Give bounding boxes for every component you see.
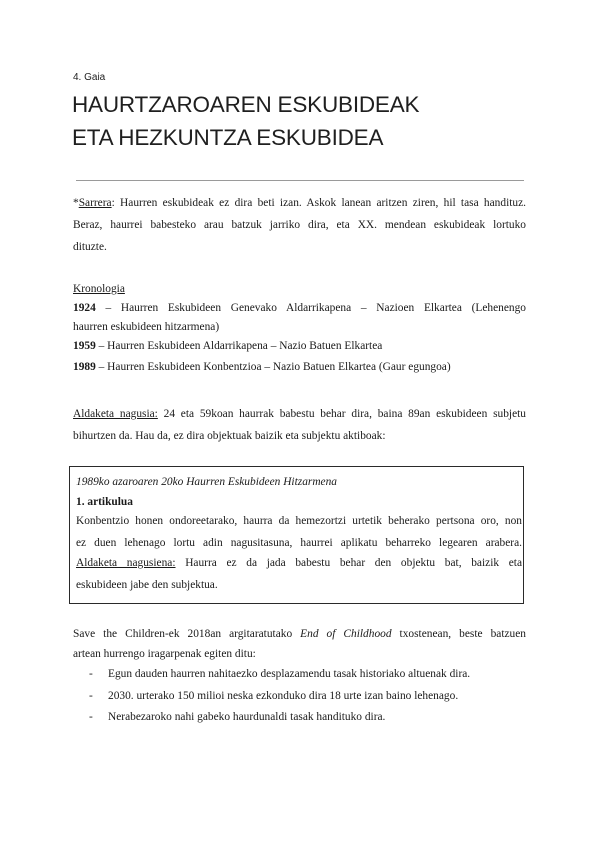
main-change-line-2: bihurtzen da. Hau da, ez dira objektuak baizik eta subjektu aktiboak: bbox=[73, 430, 386, 442]
chronology-text-1924: – Haurren Eskubideen Genevako Aldarrikapena – Nazioen Elkartea (Lehenengo bbox=[95, 302, 526, 314]
intro-paragraph bbox=[73, 196, 526, 262]
chronology-item-1924 bbox=[73, 301, 526, 320]
lesson-number: 4. Gaia bbox=[73, 72, 106, 83]
page-title bbox=[72, 88, 419, 154]
chronology-section bbox=[73, 282, 526, 379]
chronology-item-1959 bbox=[73, 339, 526, 360]
year-1924: 1924 bbox=[73, 302, 96, 314]
main-change-paragraph bbox=[73, 407, 526, 451]
list-item-text: 2030. urterako 150 milioi neska ezkonduko dira 18 urte izan baino lehenago. bbox=[108, 690, 459, 702]
title-line-2: ETA HEZKUNTZA ESKUBIDEA bbox=[72, 125, 384, 150]
title-divider bbox=[76, 180, 524, 181]
main-change-label: Aldaketa nagusia: bbox=[73, 408, 158, 420]
intro-text-1: : Haurren eskubideak ez dira beti izan. Askok lanean aritzen ziren, hil tasa handituz. bbox=[111, 197, 526, 209]
report-line-1 bbox=[73, 627, 526, 647]
chronology-heading: Kronologia bbox=[73, 283, 125, 295]
convention-text-3: Haurra ez da jada babestu behar den objektu bat, baizik eta bbox=[175, 557, 523, 569]
chronology-text-1989: – Haurren Eskubideen Konbentzioa – Nazio Batuen Elkartea (Gaur egungoa) bbox=[95, 361, 451, 373]
convention-box-content bbox=[76, 475, 522, 598]
convention-label: Aldaketa nagusiena: bbox=[76, 557, 176, 569]
main-change-text-1: 24 eta 59koan haurrak babestu behar dira, baina 89an eskubideen subjetu bbox=[157, 408, 526, 420]
article-heading: 1. artikulua bbox=[76, 496, 133, 508]
chronology-item-1989 bbox=[73, 360, 526, 379]
convention-line-2: ez duen lehenago lortu adin nagusitasuna, haurrei aplikatu beharreko legearen arabera. bbox=[76, 537, 522, 549]
intro-prefix: * bbox=[73, 197, 79, 209]
chronology-item-1924-cont: haurren eskubideen hitzarmena) bbox=[73, 321, 220, 333]
year-1959: 1959 bbox=[73, 340, 96, 352]
list-dash: - bbox=[89, 668, 93, 680]
report-line-2: artean hurrengo iragarpenak egiten ditu: bbox=[73, 648, 256, 660]
title-line-1: HAURTZAROAREN ESKUBIDEAK bbox=[72, 92, 420, 117]
main-change-line-1 bbox=[73, 407, 526, 429]
convention-caption: 1989ko azaroaren 20ko Haurren Eskubideen Hitzarmena bbox=[76, 476, 337, 488]
report-paragraph bbox=[73, 627, 526, 667]
intro-line-3: dituzte. bbox=[73, 241, 107, 253]
year-1989: 1989 bbox=[73, 361, 96, 373]
chronology-text-1959: – Haurren Eskubideen Aldarrikapena – Nazio Batuen Elkartea bbox=[95, 340, 383, 352]
intro-label: Sarrera bbox=[78, 197, 112, 209]
report-text-1b: txostenean, beste batzuen bbox=[391, 628, 526, 640]
list-item-text: Nerabezaroko nahi gabeko haurdunaldi tasak handituko dira. bbox=[108, 711, 386, 723]
list-dash: - bbox=[89, 711, 93, 723]
list-dash: - bbox=[89, 690, 93, 702]
report-title: End of Childhood bbox=[300, 628, 392, 640]
intro-line-2: Beraz, haurrei babesteko arau batzuk jarriko dira, eta XX. mendean eskubideak lortuko bbox=[73, 219, 526, 231]
convention-line-1: Konbentzio honen ondoreetarako, haurra da hemezortzi urtetik beherako pertsona oro, non bbox=[76, 515, 522, 527]
report-text-1a: Save the Children-ek 2018an argitaratutako bbox=[73, 628, 301, 640]
list-item-text: Egun dauden haurren nahitaezko desplazamendu tasak historiako altuenak dira. bbox=[108, 668, 471, 680]
convention-line-3 bbox=[76, 556, 522, 578]
convention-line-4: eskubideen jabe den subjektua. bbox=[76, 579, 218, 591]
intro-line-1 bbox=[73, 196, 526, 218]
